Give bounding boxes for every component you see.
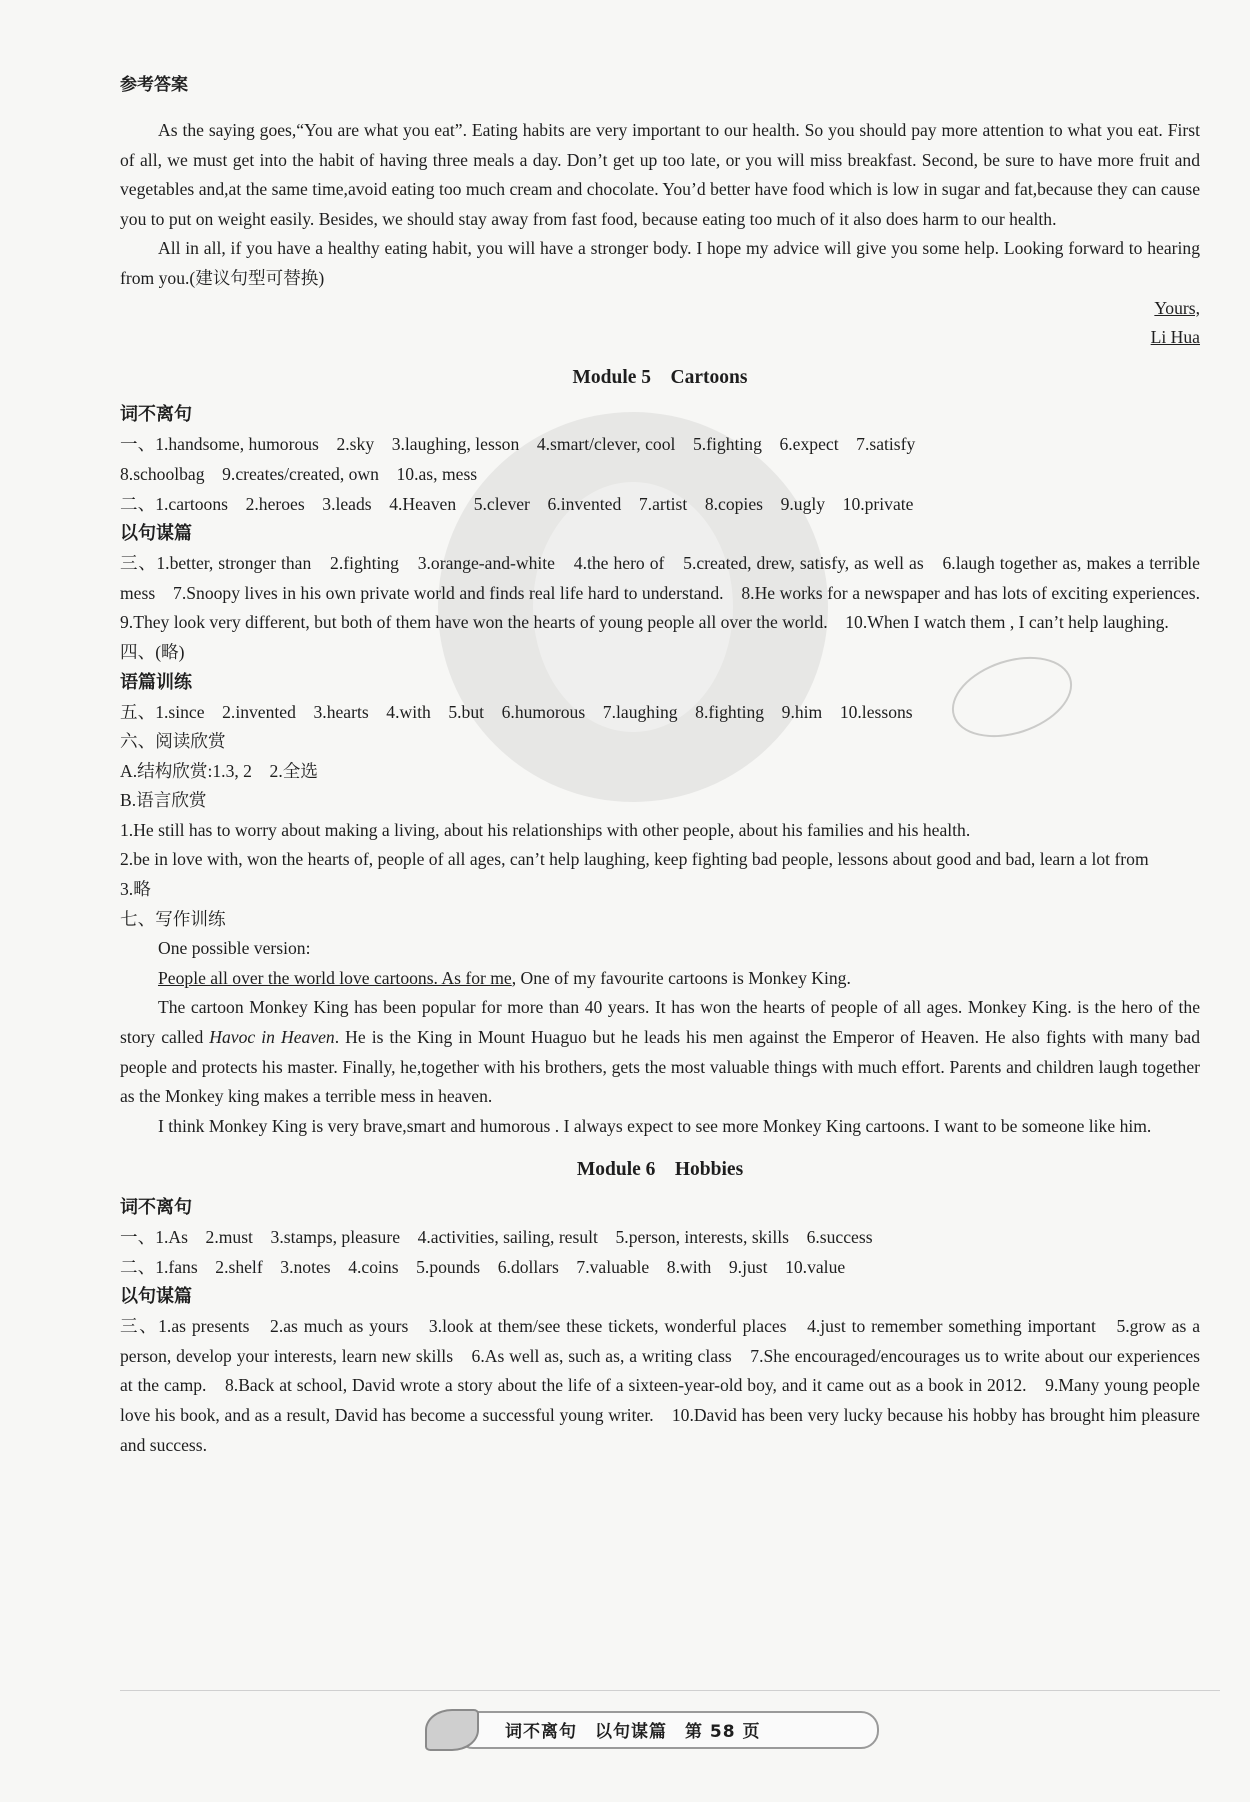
answer-line: 3.略 (120, 879, 151, 900)
essay-first-line: People all over the world love cartoons. As for me, One of my favourite cartoons is Monkey King. (158, 967, 851, 988)
answer-line: 三、1.as presents 2.as much as yours 3.look at them/see these tickets, wonderful places 4.just to remember something important 5.grow as a person, develop your interests, learn new skills 6.As well as, such as, a writing class 7.She encouraged/encourages us to write about our experiences at the camp. 8.Back at school, David wrote a story about the life of a sixteen-year-old boy, and it came out as a book in 2012. 9.Many young people love his book, and as a result, David has become a successful young writer. 10.David has been very lucky because his hobby has brought him pleasure and success. (120, 1316, 1200, 1455)
footer-divider (120, 1690, 1220, 1691)
answer-line: 8.schoolbag 9.creates/created, own 10.as, mess (120, 463, 478, 484)
answer-line: B.语言欣赏 (120, 790, 207, 811)
section-heading: 以句谋篇 (120, 1286, 192, 1308)
module-6-title: Module 6 Hobbies (576, 1159, 744, 1181)
section-heading: 以句谋篇 (120, 523, 192, 545)
answer-line: 一、1.handsome, humorous 2.sky 3.laughing, lesson 4.smart/clever, cool 5.fighting 6.expect 7.satisfy (120, 434, 916, 455)
header-label: 参考答案 (120, 75, 188, 95)
answer-content (120, 116, 1218, 1460)
letter-signature: Li Hua (1150, 327, 1200, 348)
answer-line: 五、1.since 2.invented 3.hearts 4.with 5.but 6.humorous 7.laughing 8.fighting 9.him 10.lessons (120, 701, 913, 722)
section-heading: 词不离句 (120, 1197, 192, 1218)
answer-line: 三、1.better, stronger than 2.fighting 3.orange-and-white 4.the hero of 5.created, drew, satisfy, as well as 6.laugh together as, makes a terrible mess 7.Snoopy lives in his own private world and finds real life hard to understand. 8.He works for a newspaper and has lots of exciting experiences. 9.They look very different, but both of them have won the hearts of young people all over the world. 10.When I watch them , I can’t help laughing. (120, 553, 1218, 633)
module-5-title: Module 5 Cartoons (572, 366, 748, 388)
answer-line: 2.be in love with, won the hearts of, people of all ages, can’t help laughing, keep fighting bad people, lessons about good and bad, learn a lot from (120, 849, 1149, 870)
answer-line: 六、阅读欣赏 (120, 731, 226, 752)
answer-line: One possible version: (158, 938, 311, 959)
answer-line: 七、写作训练 (120, 908, 226, 929)
answer-line: 一、1.As 2.must 3.stamps, pleasure 4.activities, sailing, result 5.person, interests, skills 6.success (120, 1227, 873, 1247)
letter-paragraph-2: All in all, if you have a healthy eating habit, you will have a stronger body. I hope my advice will give you some help. Looking forward to hearing from you.(建议句型可替换) (120, 238, 1200, 288)
answer-line: 1.He still has to worry about making a living, about his relationships with other people, about his families and his health. (120, 819, 971, 840)
answer-line: A.结构欣赏:1.3, 2 2.全选 (120, 760, 318, 781)
letter-paragraph-1: As the saying goes,“You are what you eat”. Eating habits are very important to our health. So you should pay more attention to what you eat. First of all, we must get into the habit of having three meals a day. Don’t get up too late, or you will miss breakfast. Second, be sure to have more fruit and vegetables and,at the same time,avoid eating too much cream and chocolate. You’d better have food which is low in sugar and fat,because they can cause you to put on weight easily. Besides, we should stay away from fast food, because eating too much of it also does harm to our health. (120, 120, 1200, 229)
page-footer (425, 1705, 895, 1751)
leaf-icon (425, 1709, 479, 1751)
section-heading: 词不离句 (120, 404, 192, 426)
answer-line: 四、(略) (120, 641, 185, 662)
section-heading: 语篇训练 (120, 671, 192, 693)
letter-closing: Yours, (1154, 297, 1200, 318)
essay-paragraph: I think Monkey King is very brave,smart and humorous . I always expect to see more Monkey King cartoons. I want to be someone like him. (158, 1115, 1152, 1136)
answer-line: 二、1.cartoons 2.heroes 3.leads 4.Heaven 5.clever 6.invented 7.artist 8.copies 9.ugly 10.private (120, 493, 914, 514)
essay-paragraph: The cartoon Monkey King has been popular for more than 40 years. It has won the hearts of people of all ages. Monkey King. is the hero of the story called Havoc in Heaven. He is the King in Mount Huaguo but he leads his men against the Emperor of Heaven. He also fights with many bad people and protects his master. Finally, he,together with his brothers, gets the most valuable things with much effort. Parents and children laugh together as the Monkey king makes a terrible mess in heaven. (120, 997, 1200, 1107)
answer-line: 二、1.fans 2.shelf 3.notes 4.coins 5.pounds 6.dollars 7.valuable 8.with 9.just 10.value (120, 1256, 846, 1277)
footer-text: 词不离句 以句谋篇 第 58 页 (505, 1722, 761, 1742)
